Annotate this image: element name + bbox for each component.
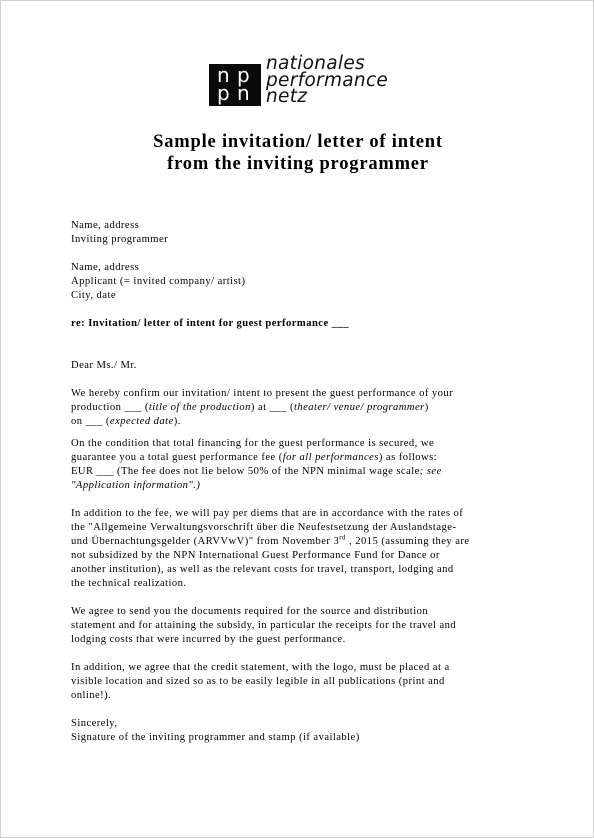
p2-line-1: On the condition that total financing for the guest performance is secured, we <box>71 438 435 449</box>
p2-line-2: guarantee you a total guest performance fee (for all performances) as follows: <box>71 452 438 463</box>
p3-line-3: und Übernachtungsgelder (ARVVwV)" from November 3rd , 2015 (assuming they are <box>71 533 470 547</box>
sender-line-1: Name, address <box>71 220 140 231</box>
closing-block <box>71 717 541 745</box>
p3-line-2: the "Allgemeine Verwaltungsvorschrift über die Neufestsetzung der Auslandstage- <box>71 522 457 533</box>
closing-line-1: Sincerely, <box>71 718 118 729</box>
p2-line-4: "Application information".) <box>71 480 201 491</box>
logo-word-1: nationales <box>266 53 365 74</box>
recipient-line-2: Applicant (= invited company/ artist) <box>71 276 246 287</box>
title-line-1: Sample invitation/ letter of intent <box>153 132 443 152</box>
logo-word-2: performance <box>266 69 389 91</box>
title-line-2: from the inviting programmer <box>167 154 429 174</box>
subject-line: re: Invitation/ letter of intent for guest performance ___ <box>71 318 349 329</box>
logo-word-3: netz <box>266 86 308 107</box>
closing-line-2: Signature of the inviting programmer and stamp (if available) <box>71 732 360 743</box>
npn-logo-text <box>266 53 389 107</box>
recipient-line-3: City, date <box>71 290 117 301</box>
document-title <box>1 131 594 175</box>
p3-line-1: In addition to the fee, we will pay per diems that are in accordance with the rates of <box>71 508 464 519</box>
p3-line-4: not subsidized by the NPN International Guest Performance Fund for Dance or <box>71 550 440 561</box>
p5-line-3: online!). <box>71 690 112 701</box>
paragraph-per-diems <box>71 507 541 591</box>
paragraph-documents <box>71 605 541 647</box>
paragraph-credit <box>71 661 541 703</box>
p1-line-1: We hereby confirm our invitation/ intent to present the guest performance of your <box>71 388 454 399</box>
sender-block <box>71 219 541 247</box>
p4-line-2: statement and for attaining the subsidy, in particular the receipts for the travel and <box>71 620 457 631</box>
paragraph-fee <box>71 437 541 493</box>
p3-line-6: the technical realization. <box>71 578 187 589</box>
p3-line-5: another institution), as well as the relevant costs for travel, transport, lodging and <box>71 564 454 575</box>
p5-line-1: In addition, we agree that the credit statement, with the logo, must be placed at a <box>71 662 450 673</box>
p4-line-3: lodging costs that were incurred by the guest performance. <box>71 634 346 645</box>
salutation: Dear Ms./ Mr. <box>71 360 137 371</box>
recipient-line-1: Name, address <box>71 262 140 273</box>
paragraph-confirmation <box>71 387 541 429</box>
letter-body <box>71 219 541 745</box>
recipient-block <box>71 261 541 303</box>
logo-mark-bottom: p n <box>217 81 251 105</box>
p2-line-3: EUR ___ (The fee does not lie below 50% of the NPN minimal wage scale; see <box>71 466 442 477</box>
sender-line-2: Inviting programmer <box>71 234 169 245</box>
p4-line-1: We agree to send you the documents required for the source and distribution <box>71 606 429 617</box>
p1-line-2: production ___ (title of the production) at ___ (theater/ venue/ programmer) <box>71 402 429 413</box>
npn-logo-mark <box>209 64 261 106</box>
p5-line-2: visible location and sized so as to be easily legible in all publications (print and <box>71 676 445 687</box>
p1-line-3: on ___ (expected date). <box>71 416 181 427</box>
logo-mark-top: n p <box>217 63 251 87</box>
